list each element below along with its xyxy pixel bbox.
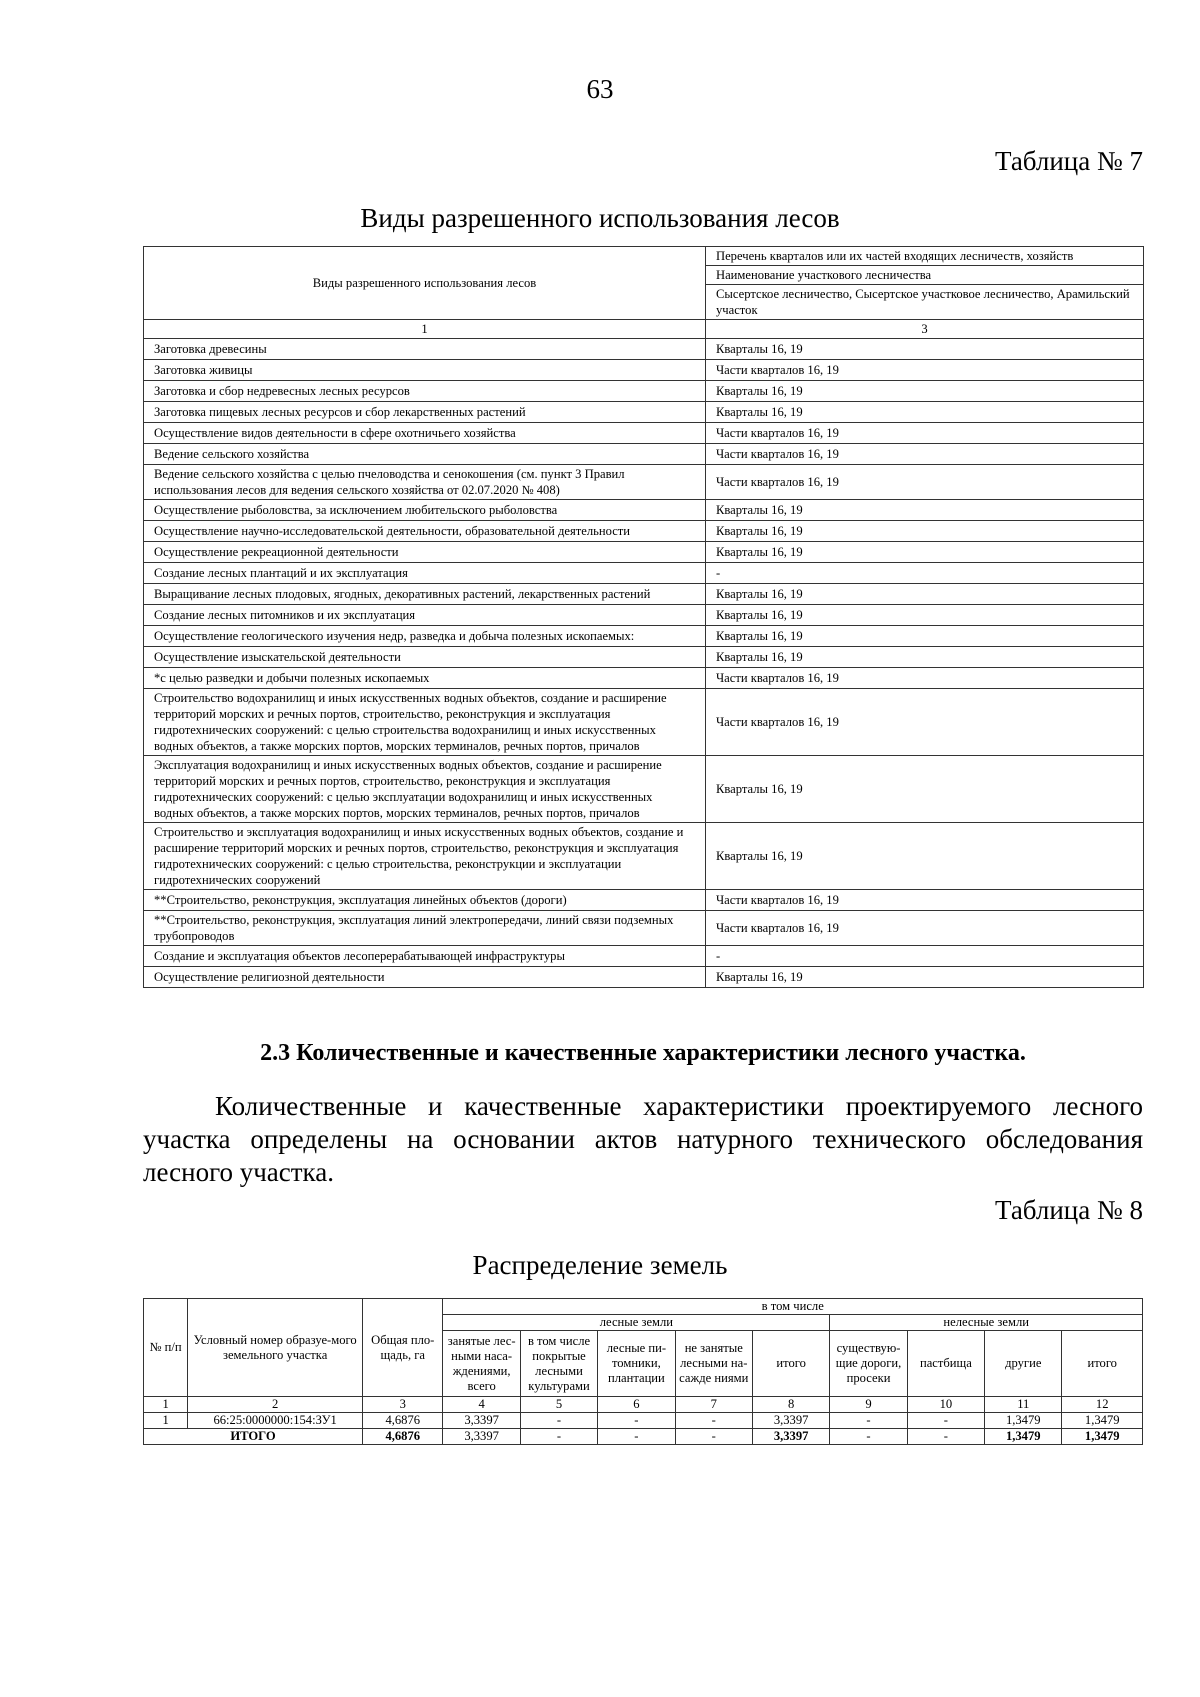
t8-header-c4: занятые лес-ными наса-ждениями, всего [443,1331,520,1397]
t8-cell: 1,3479 [1062,1413,1143,1429]
quarters-cell: Кварталы 16, 19 [706,381,1144,402]
t8-col-number: 6 [598,1397,675,1413]
t8-header-c9: существую-щие дороги, просеки [830,1331,907,1397]
t8-total-cell: 4,6876 [363,1429,443,1445]
t8-header-c5: в том числе покрытые лесными культурами [520,1331,597,1397]
t8-cell: 1,3479 [985,1413,1062,1429]
quarters-cell: Части кварталов 16, 19 [706,668,1144,689]
forest-use-cell: Создание лесных плантаций и их эксплуатация [144,563,706,584]
t8-cell: 3,3397 [752,1413,829,1429]
land-distribution-table [143,1298,1143,1445]
quarters-cell: - [706,946,1144,967]
forest-use-cell: Осуществление научно-исследовательской деятельности, образовательной деятельности [144,521,706,542]
t8-header-plot: Условный номер образуе-мого земельного участка [188,1299,363,1397]
t8-cell: 1 [144,1413,188,1429]
forest-use-cell: Ведение сельского хозяйства с целью пчеловодства и сенокошения (см. пункт 3 Правил использования лесов для ведения сельского хозяйства от 02.07.2020 № 408) [144,465,706,500]
t8-cell: - [675,1413,752,1429]
table-row [144,423,1144,444]
t8-column-numbers [144,1397,1143,1413]
t8-total-cell: - [598,1429,675,1445]
page-number: 63 [586,74,614,104]
table-row [144,605,1144,626]
t7-header-list: Перечень кварталов или их частей входящих лесничеств, хозяйств [706,247,1144,266]
t8-header-num: № п/п [144,1299,188,1397]
quarters-cell: Кварталы 16, 19 [706,521,1144,542]
t8-col-number: 12 [1062,1397,1143,1413]
table8-label: Таблица № 8 [995,1195,1143,1225]
t8-col-number: 11 [985,1397,1062,1413]
quarters-cell: Кварталы 16, 19 [706,339,1144,360]
t7-header-forestry: Сысертское лесничество, Сысертское участковое лесничество, Арамильский участок [706,285,1144,320]
t8-col-number: 7 [675,1397,752,1413]
forest-use-cell: Осуществление религиозной деятельности [144,967,706,988]
forest-use-cell: Осуществление видов деятельности в сфере охотничьего хозяйства [144,423,706,444]
quarters-cell: Кварталы 16, 19 [706,967,1144,988]
t8-total-cell: 1,3479 [985,1429,1062,1445]
forest-use-cell: Эксплуатация водохранилищ и иных искусственных водных объектов, создание и расширение территорий морских и речных портов, строительство, реконструкция и эксплуатация гидротехнических сооружений: с целью эксплуатации водохранилищ и иных искусственных водных объектов, а также морских портов, морских терминалов, речных портов, причалов [144,756,706,823]
table-row [144,381,1144,402]
table7-caption: Виды разрешенного использования лесов [360,203,840,233]
t8-total-label: ИТОГО [144,1429,363,1445]
t8-cell: - [520,1413,597,1429]
quarters-cell: Части кварталов 16, 19 [706,890,1144,911]
section-heading: 2.3 Количественные и качественные характеристики лесного участка. [260,1040,1026,1066]
quarters-cell: Части кварталов 16, 19 [706,911,1144,946]
t8-cell: - [830,1413,907,1429]
forest-use-cell: Выращивание лесных плодовых, ягодных, декоративных растений, лекарственных растений [144,584,706,605]
t7-col-number: 1 [144,320,706,339]
table-row [144,339,1144,360]
t8-header-nonforest: нелесные земли [830,1315,1143,1331]
t8-data-row [144,1413,1143,1429]
table-row [144,444,1144,465]
quarters-cell: Кварталы 16, 19 [706,584,1144,605]
t8-cell: 3,3397 [443,1413,520,1429]
quarters-cell: Кварталы 16, 19 [706,647,1144,668]
table8-caption: Распределение земель [472,1250,728,1280]
t8-header-forest: лесные земли [443,1315,830,1331]
table-row [144,500,1144,521]
forest-use-cell: Строительство и эксплуатация водохранилищ и иных искусственных водных объектов, создание и расширение территорий морских и речных портов, строительство, реконструкция и эксплуатация гидротехнических сооружений: с целью строительства, реконструкции и эксплуатации гидротехнических сооружений [144,823,706,890]
t8-total-cell: 3,3397 [443,1429,520,1445]
forest-use-cell: Осуществление рекреационной деятельности [144,542,706,563]
forest-use-cell: *с целью разведки и добычи полезных ископаемых [144,668,706,689]
t8-col-number: 2 [188,1397,363,1413]
quarters-cell: - [706,563,1144,584]
t8-total-cell: - [520,1429,597,1445]
quarters-cell: Части кварталов 16, 19 [706,360,1144,381]
t8-col-number: 1 [144,1397,188,1413]
forest-use-cell: Создание лесных питомников и их эксплуатация [144,605,706,626]
table-row [144,689,1144,756]
t7-header-district: Наименование участкового лесничества [706,266,1144,285]
section-paragraph: Количественные и качественные характеристики проектируемого лесного участка определены на основании актов натурного технического обследования лесного участка. [143,1091,1143,1187]
t8-header-including: в том числе [443,1299,1143,1315]
t8-cell: - [907,1413,984,1429]
forest-use-cell: **Строительство, реконструкция, эксплуатация линий электропередачи, линий связи подземных трубопроводов [144,911,706,946]
t8-total-cell: 1,3479 [1062,1429,1143,1445]
t8-cell: - [598,1413,675,1429]
t8-cell: 66:25:0000000:154:ЗУ1 [188,1413,363,1429]
table-row [144,584,1144,605]
table7-label: Таблица № 7 [995,146,1143,176]
t8-col-number: 5 [520,1397,597,1413]
forest-use-cell: Заготовка и сбор недревесных лесных ресурсов [144,381,706,402]
table-row [144,563,1144,584]
t8-cell: 4,6876 [363,1413,443,1429]
table-row [144,465,1144,500]
t8-header-c10: пастбища [907,1331,984,1397]
t8-col-number: 9 [830,1397,907,1413]
table-row [144,360,1144,381]
quarters-cell: Кварталы 16, 19 [706,626,1144,647]
t8-col-number: 8 [752,1397,829,1413]
table-row [144,946,1144,967]
quarters-cell: Части кварталов 16, 19 [706,689,1144,756]
t8-header-c11: другие [985,1331,1062,1397]
forest-use-cell: Строительство водохранилищ и иных искусственных водных объектов, создание и расширение территорий морских и речных портов, строительство, реконструкция и эксплуатация гидротехнических сооружений: с целью строительства водохранилищ и иных искусственных водных объектов, а также морских портов, морских терминалов, речных портов, причалов [144,689,706,756]
forest-use-table [143,246,1144,988]
table-row [144,756,1144,823]
t8-header-c12: итого [1062,1331,1143,1397]
forest-use-cell: Создание и эксплуатация объектов лесоперерабатывающей инфраструктуры [144,946,706,967]
forest-use-cell: Ведение сельского хозяйства [144,444,706,465]
t8-total-cell: - [675,1429,752,1445]
forest-use-cell: Осуществление геологического изучения недр, разведка и добыча полезных ископаемых: [144,626,706,647]
forest-use-cell: **Строительство, реконструкция, эксплуатация линейных объектов (дороги) [144,890,706,911]
quarters-cell: Кварталы 16, 19 [706,756,1144,823]
quarters-cell: Части кварталов 16, 19 [706,444,1144,465]
forest-use-cell: Заготовка живицы [144,360,706,381]
quarters-cell: Части кварталов 16, 19 [706,423,1144,444]
quarters-cell: Кварталы 16, 19 [706,542,1144,563]
t8-header-c6: лесные пи-томники, плантации [598,1331,675,1397]
t8-total-row [144,1429,1143,1445]
quarters-cell: Кварталы 16, 19 [706,823,1144,890]
table-row [144,647,1144,668]
table-row [144,626,1144,647]
t8-total-cell: - [830,1429,907,1445]
t8-col-number: 3 [363,1397,443,1413]
table-row [144,521,1144,542]
t8-header-c7: не занятые лесными на-сажде ниями [675,1331,752,1397]
t7-header-use: Виды разрешенного использования лесов [144,247,706,320]
table-row [144,890,1144,911]
t7-col-number: 3 [706,320,1144,339]
quarters-cell: Кварталы 16, 19 [706,402,1144,423]
table-row [144,542,1144,563]
table-row [144,823,1144,890]
table-row [144,668,1144,689]
t8-total-cell: - [907,1429,984,1445]
forest-use-cell: Осуществление изыскательской деятельности [144,647,706,668]
table-row [144,911,1144,946]
t8-header-area: Общая пло-щадь, га [363,1299,443,1397]
forest-use-cell: Заготовка древесины [144,339,706,360]
t8-col-number: 4 [443,1397,520,1413]
quarters-cell: Кварталы 16, 19 [706,605,1144,626]
forest-use-cell: Заготовка пищевых лесных ресурсов и сбор лекарственных растений [144,402,706,423]
t8-total-cell: 3,3397 [752,1429,829,1445]
t8-col-number: 10 [907,1397,984,1413]
quarters-cell: Части кварталов 16, 19 [706,465,1144,500]
t8-header-c8: итого [752,1331,829,1397]
table-row [144,402,1144,423]
forest-use-cell: Осуществление рыболовства, за исключением любительского рыболовства [144,500,706,521]
table-row [144,967,1144,988]
quarters-cell: Кварталы 16, 19 [706,500,1144,521]
